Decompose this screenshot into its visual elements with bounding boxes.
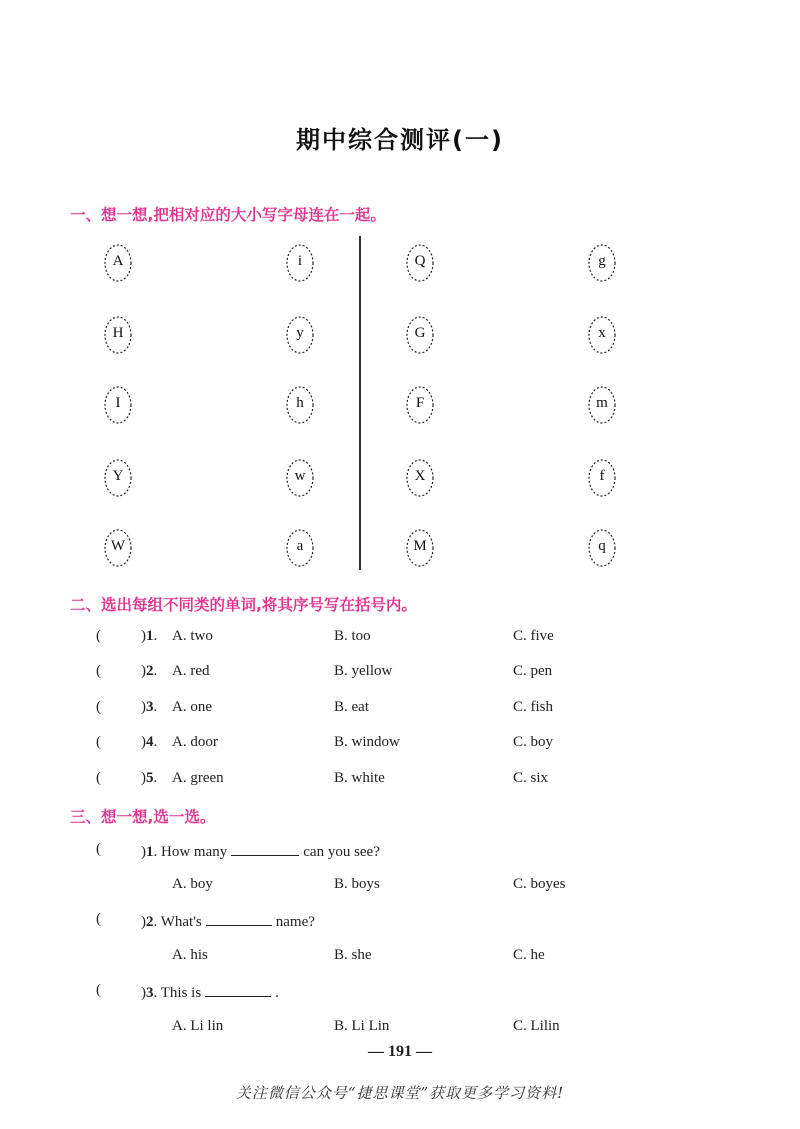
letter-card: F (408, 385, 432, 425)
question-number: 2 (146, 663, 154, 679)
letter-card: Y (106, 458, 130, 498)
letter-card: f (590, 458, 614, 498)
question-stem: ( )1. How many can you see? (96, 841, 380, 860)
question-row: ( )5. A. green B. white C. six (96, 770, 549, 786)
section-1-heading: 一、想一想,把相对应的大小写字母连在一起。 (70, 206, 386, 224)
letter-card: q (590, 528, 614, 568)
question-number: 5 (146, 770, 154, 786)
stem-text: How many (161, 844, 228, 860)
question-number: 1 (146, 628, 154, 644)
option-a: A. his (172, 947, 208, 963)
stem-text: name? (275, 914, 315, 930)
option-a: A. door (172, 734, 218, 750)
answer-paren[interactable]: ( (96, 911, 101, 927)
option-b: B. Li Lin (334, 1018, 390, 1034)
option-b: B. too (334, 628, 371, 644)
answer-paren[interactable]: ( (96, 770, 101, 786)
option-b: B. window (334, 734, 400, 750)
option-b: B. eat (334, 699, 369, 715)
letter-card: H (106, 315, 130, 355)
stem-text: . (275, 985, 279, 1001)
option-a: A. boy (172, 876, 213, 892)
question-row: ( )3. A. one B. eat C. fish (96, 699, 554, 715)
section-3-heading: 三、想一想,选一选。 (70, 808, 216, 826)
letter-card: x (590, 315, 614, 355)
question-stem: ( )3. This is . (96, 982, 279, 1001)
letter-card: h (288, 385, 312, 425)
options-row (96, 947, 756, 969)
letter-card: X (408, 458, 432, 498)
answer-paren[interactable]: ( (96, 663, 101, 679)
stem-text: This is (160, 985, 202, 1001)
section-2-heading: 二、选出每组不同类的单词,将其序号写在括号内。 (70, 596, 417, 614)
option-c: C. Lilin (513, 1018, 560, 1034)
question-number: 4 (146, 734, 154, 750)
page-title: 期中综合测评(一) (296, 126, 504, 154)
question-number: 3 (146, 985, 154, 1001)
answer-paren[interactable]: ( (96, 699, 101, 715)
option-a: A. green (172, 770, 224, 786)
option-c: C. fish (513, 699, 554, 715)
question-stem: ( )2. What's name? (96, 911, 315, 930)
question-number: 1 (146, 844, 154, 860)
letter-card: G (408, 315, 432, 355)
option-c: C. boyes (513, 876, 566, 892)
letter-card: m (590, 385, 614, 425)
page-number: — 191 — (368, 1043, 432, 1060)
option-a: A. one (172, 699, 212, 715)
footer-note: 关注微信公众号“捷思课堂”获取更多学习资料! (235, 1084, 565, 1102)
answer-paren[interactable]: ( (96, 982, 101, 998)
option-c: C. six (513, 770, 549, 786)
answer-blank[interactable] (206, 911, 272, 926)
letter-card: Q (408, 243, 432, 283)
answer-paren[interactable]: ( (96, 628, 101, 644)
option-b: B. she (334, 947, 372, 963)
option-a: A. Li lin (172, 1018, 224, 1034)
option-b: B. white (334, 770, 385, 786)
options-row (96, 876, 756, 898)
question-row: ( )2. A. red B. yellow C. pen (96, 663, 553, 679)
letter-card: g (590, 243, 614, 283)
stem-text: What's (160, 914, 202, 930)
column-divider (359, 236, 361, 570)
question-number: 2 (146, 914, 154, 930)
option-c: C. boy (513, 734, 554, 750)
letter-card: W (106, 528, 130, 568)
option-b: B. boys (334, 876, 380, 892)
option-c: C. pen (513, 663, 553, 679)
option-a: A. two (172, 628, 213, 644)
answer-paren[interactable]: ( (96, 734, 101, 750)
letter-card: w (288, 458, 312, 498)
letter-card: I (106, 385, 130, 425)
options-row (96, 1018, 756, 1040)
option-c: C. he (513, 947, 545, 963)
letter-card: y (288, 315, 312, 355)
stem-text: can you see? (303, 844, 380, 860)
letter-card: i (288, 243, 312, 283)
question-row: ( )1. A. two B. too C. five (96, 628, 554, 644)
question-row: ( )4. A. door B. window C. boy (96, 734, 554, 750)
option-c: C. five (513, 628, 554, 644)
letter-card: M (408, 528, 432, 568)
question-number: 3 (146, 699, 154, 715)
option-b: B. yellow (334, 663, 393, 679)
answer-paren[interactable]: ( (96, 841, 101, 857)
letter-card: a (288, 528, 312, 568)
option-a: A. red (172, 663, 210, 679)
letter-card: A (106, 243, 130, 283)
answer-blank[interactable] (231, 841, 299, 856)
answer-blank[interactable] (205, 982, 271, 997)
